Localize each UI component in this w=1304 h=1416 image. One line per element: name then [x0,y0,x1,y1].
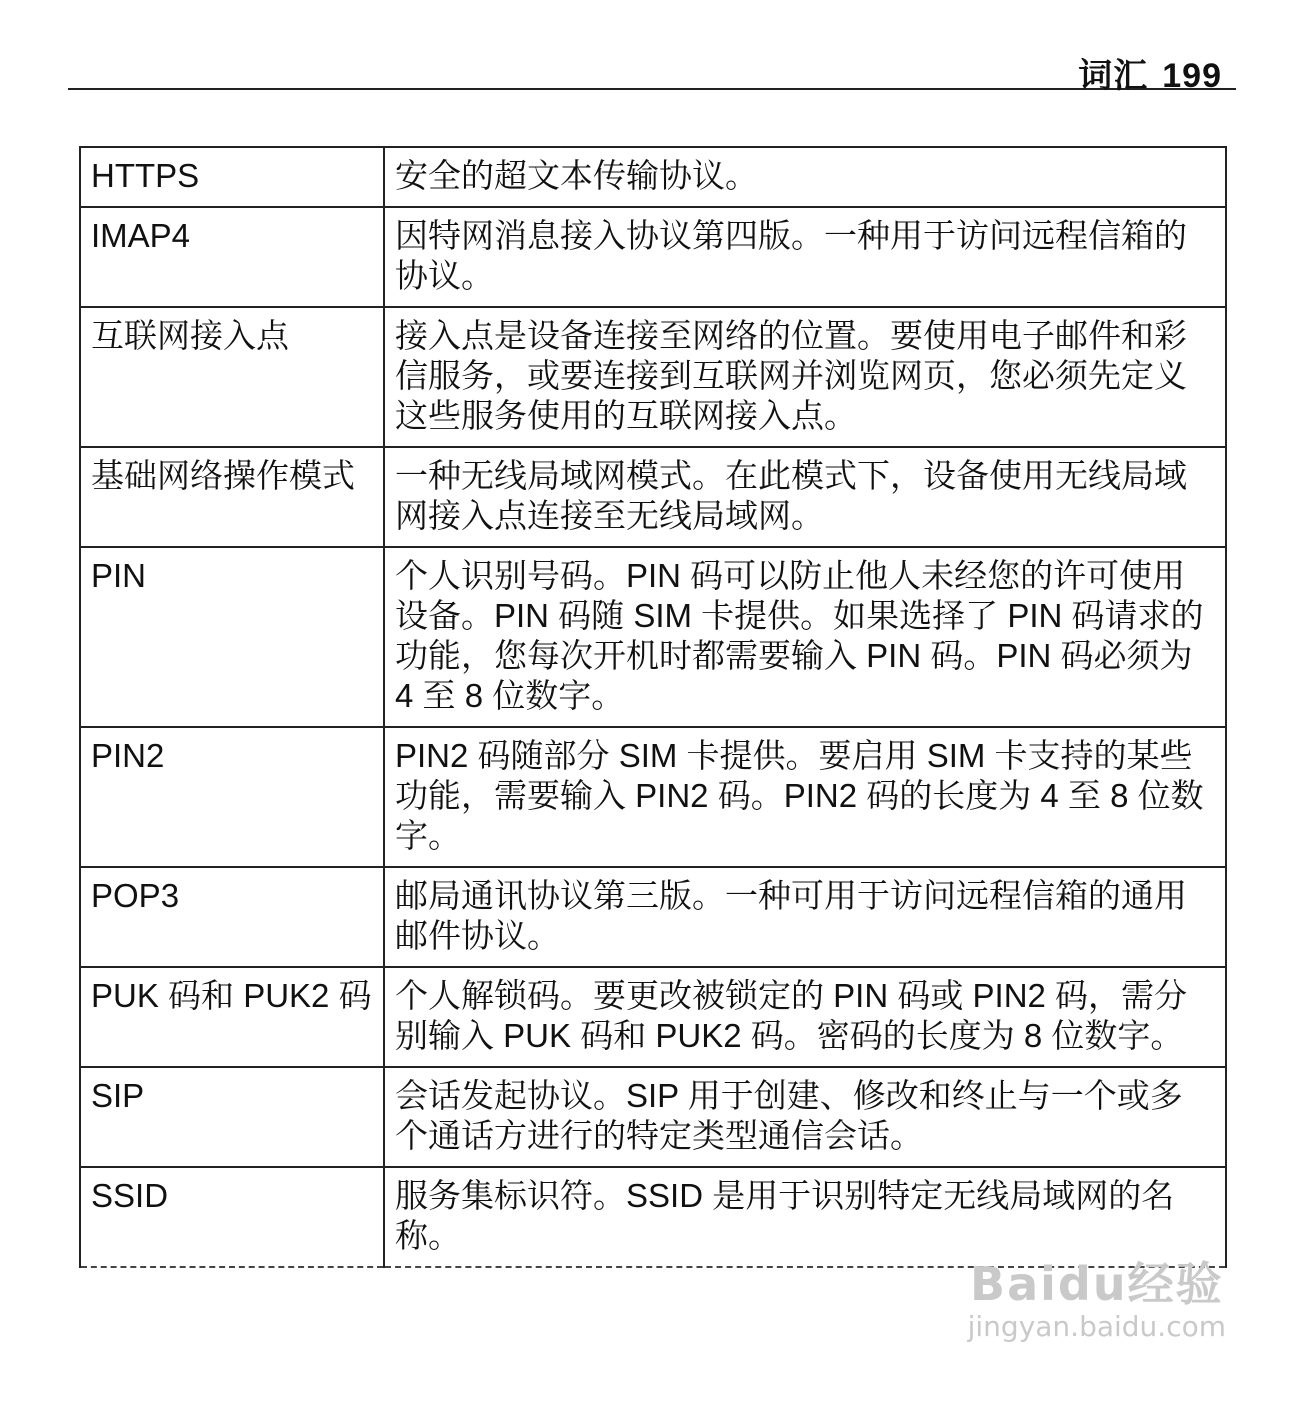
glossary-definition: 一种无线局域网模式。在此模式下，设备使用无线局域网接入点连接至无线局域网。 [384,447,1226,547]
glossary-term: IMAP4 [80,207,384,307]
glossary-term: PUK 码和 PUK2 码 [80,967,384,1067]
running-head [1078,48,1222,97]
glossary-table [79,146,1227,1268]
table-row [80,1167,1226,1267]
table-row [80,727,1226,867]
table-row [80,207,1226,307]
watermark-url: jingyan.baidu.com [967,1310,1226,1343]
glossary-definition: 服务集标识符。SSID 是用于识别特定无线局域网的名称。 [384,1167,1226,1267]
watermark-logo: Baidu经验 [970,1257,1224,1311]
table-row [80,447,1226,547]
table-row [80,147,1226,207]
section-title: 词汇 [1078,57,1149,95]
glossary-definition: 邮局通讯协议第三版。一种可用于访问远程信箱的通用邮件协议。 [384,867,1226,967]
glossary-term: 基础网络操作模式 [80,447,384,547]
glossary-term: SIP [80,1067,384,1167]
glossary-term: 互联网接入点 [80,307,384,447]
table-row [80,1067,1226,1167]
table-row [80,867,1226,967]
glossary-definition: 会话发起协议。SIP 用于创建、修改和终止与一个或多个通话方进行的特定类型通信会话。 [384,1067,1226,1167]
glossary-definition: PIN2 码随部分 SIM 卡提供。要启用 SIM 卡支持的某些功能，需要输入 PIN2 码。PIN2 码的长度为 4 至 8 位数字。 [384,727,1226,867]
glossary-definition: 个人识别号码。PIN 码可以防止他人未经您的许可使用设备。PIN 码随 SIM 卡提供。如果选择了 PIN 码请求的功能，您每次开机时都需要输入 PIN 码。PIN 码必须为 4 至 8 位数字。 [384,547,1226,727]
table-row [80,967,1226,1067]
glossary-term: POP3 [80,867,384,967]
baidu-watermark [968,1258,1226,1344]
glossary-term: PIN2 [80,727,384,867]
page-header [68,40,1236,95]
table-row [80,307,1226,447]
page-number: 199 [1162,57,1222,95]
glossary-term: SSID [80,1167,384,1267]
table-row [80,547,1226,727]
glossary-definition: 安全的超文本传输协议。 [384,147,1226,207]
glossary-definition: 因特网消息接入协议第四版。一种用于访问远程信箱的协议。 [384,207,1226,307]
glossary-definition: 接入点是设备连接至网络的位置。要使用电子邮件和彩信服务，或要连接到互联网并浏览网页，您必须先定义这些服务使用的互联网接入点。 [384,307,1226,447]
glossary-term: PIN [80,547,384,727]
glossary-definition: 个人解锁码。要更改被锁定的 PIN 码或 PIN2 码，需分别输入 PUK 码和 PUK2 码。密码的长度为 8 位数字。 [384,967,1226,1067]
glossary-term: HTTPS [80,147,384,207]
